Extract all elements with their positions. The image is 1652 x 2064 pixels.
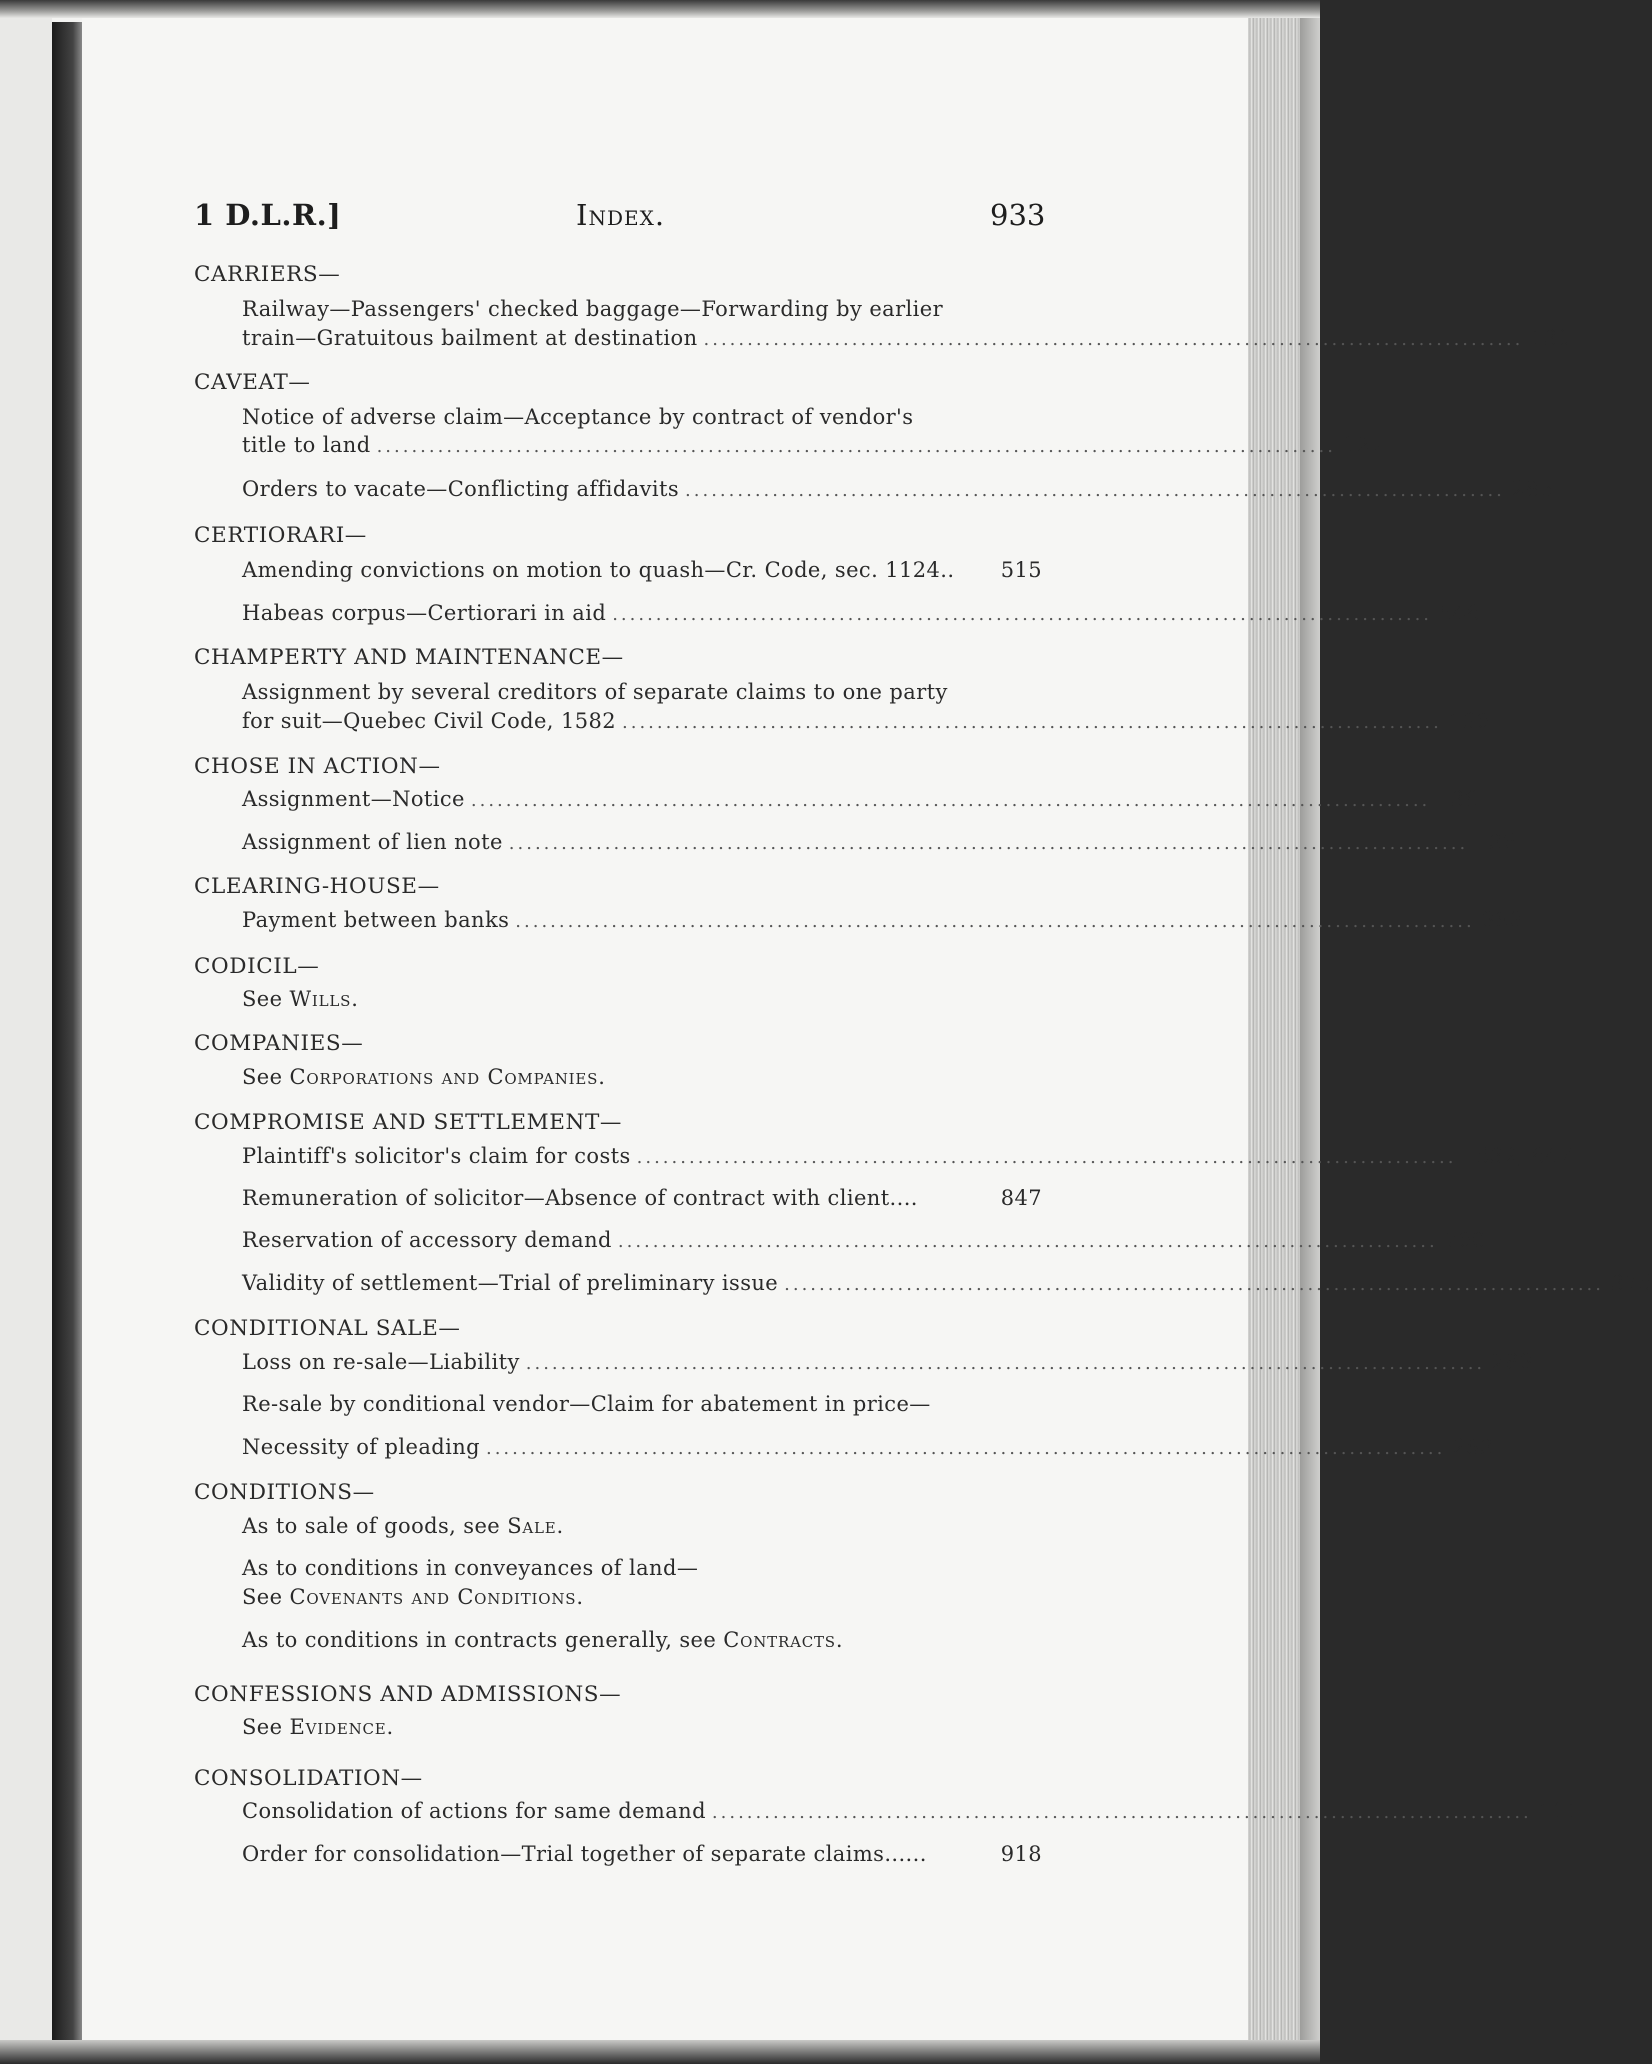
entry-line: Assignment by several creditors of separate claims to one party (242, 680, 948, 704)
leader-dots: .............................................................................................. (617, 1231, 1438, 1252)
index-entry (242, 1271, 1652, 1295)
entry-page: 632, 847 (1475, 1144, 1573, 1168)
see-reference (242, 1065, 606, 1089)
index-heading: CARRIERS— (194, 262, 341, 287)
index-heading: CODICIL— (194, 954, 320, 979)
leader-dots: .............................................................................................................. (515, 911, 1475, 932)
bottom-scan-edge (0, 2040, 1320, 2064)
entry-text: Consolidation of actions for same demand (242, 1799, 706, 1823)
index-heading: COMPROMISE AND SETTLEMENT— (194, 1110, 622, 1135)
see-target: Corporations and Companies. (289, 1065, 606, 1089)
index-heading: CONDITIONS— (194, 1480, 375, 1505)
entry-page: 36 (1488, 830, 1517, 854)
index-entry (242, 1144, 1573, 1168)
entry-text: train—Gratuitous bailment at destination (242, 326, 698, 350)
index-entry (242, 558, 1042, 582)
entry-text: Plaintiff's solicitor's claim for costs (242, 1144, 631, 1168)
see-target: Sale. (507, 1514, 565, 1538)
entry-text: Validity of settlement—Trial of preliminary issue (242, 1271, 779, 1295)
index-heading: CLEARING-HOUSE— (194, 874, 440, 899)
index-entry (242, 433, 1384, 457)
index-entry (242, 908, 1523, 932)
cross-reference (242, 1628, 843, 1652)
entry-text: for suit—Quebec Civil Code, 1582 (242, 709, 616, 733)
index-entry (242, 709, 1490, 733)
see-reference (242, 987, 359, 1011)
see-target: Evidence. (289, 1715, 395, 1739)
entry-line: Re-sale by conditional vendor—Claim for abatement in price— (242, 1392, 931, 1416)
see-target: Wills. (289, 987, 359, 1011)
entry-page: 847 (1000, 1186, 1042, 1210)
index-entry (242, 1186, 1042, 1210)
index-page (82, 18, 1652, 2040)
entry-page: 283 (1452, 1435, 1494, 1459)
see-prefix: See (242, 1065, 290, 1089)
entry-page: 760 (1444, 1228, 1486, 1252)
entry-page: 111 (1538, 1799, 1580, 1823)
entry-text: Habeas corpus—Certiorari in aid (242, 601, 607, 625)
entry-text: Assignment of lien note (242, 830, 503, 854)
leader-dots: .............................................................................................................. (470, 790, 1431, 811)
left-margin-strip (0, 18, 52, 2040)
entry-page: 130 (1530, 326, 1572, 350)
index-content (82, 18, 1652, 2040)
running-head-title: Index. (576, 198, 666, 232)
cross-reference (242, 1585, 584, 1609)
entry-page: 918 (1000, 1842, 1042, 1866)
index-heading: CONSOLIDATION— (194, 1766, 423, 1791)
book-spine-shadow (52, 22, 82, 2044)
leader-dots: .............................................................................................................. (485, 1438, 1446, 1459)
see-prefix: See (242, 987, 290, 1011)
entry-text: Necessity of pleading (242, 1435, 480, 1459)
see-prefix: See (242, 1585, 290, 1609)
see-target: Covenants and Conditions. (289, 1585, 584, 1609)
index-entry (242, 326, 1572, 350)
top-scan-edge (0, 0, 1320, 18)
entry-page: 127 (1342, 433, 1384, 457)
entry-text: title to land (242, 433, 371, 457)
page-number: 933 (990, 198, 1046, 232)
cross-reference (242, 1514, 564, 1538)
entry-text: Order for consolidation—Trial together of separate claims...... (242, 1842, 927, 1866)
entry-page: 376 (1610, 1271, 1652, 1295)
entry-line: Notice of adverse claim—Acceptance by contract of vendor's (242, 405, 914, 429)
index-heading: CAVEAT— (194, 370, 311, 395)
leader-dots: .............................................................................................. (711, 1802, 1532, 1823)
note-text: As to sale of goods, see (242, 1514, 508, 1538)
index-heading: CHAMPERTY AND MAINTENANCE— (194, 645, 624, 670)
entry-text: Amending convictions on motion to quash—Cr. Code, sec. 1124.. (242, 558, 955, 582)
leader-dots: .............................................................................................. (612, 604, 1433, 625)
leader-dots: .............................................................................................................. (508, 833, 1469, 854)
see-target: Contracts. (723, 1628, 844, 1652)
entry-page: 383 (1481, 908, 1523, 932)
see-reference (242, 1715, 394, 1739)
cross-reference (242, 1556, 698, 1580)
entry-text: Remuneration of solicitor—Absence of contract with client.... (242, 1186, 918, 1210)
index-heading: CONFESSIONS AND ADMISSIONS— (194, 1682, 622, 1707)
entry-page: 285 (1511, 477, 1553, 501)
note-text: As to conditions in contracts generally, see (242, 1628, 724, 1652)
leader-dots: .............................................................................................. (703, 329, 1524, 350)
note-text: As to conditions in conveyances of land— (242, 1556, 699, 1580)
entry-text: Orders to vacate—Conflicting affidavits (242, 477, 680, 501)
entry-text: Payment between banks (242, 908, 510, 932)
entry-text: Reservation of accessory demand (242, 1228, 612, 1252)
entry-text: Assignment—Notice (242, 787, 465, 811)
entry-page: 548 (1438, 601, 1481, 625)
leader-dots: .............................................................................................................. (376, 436, 1336, 457)
index-heading: COMPANIES— (194, 1031, 364, 1056)
leader-dots: .............................................................................................. (636, 1147, 1457, 1168)
index-entry (242, 1228, 1486, 1252)
entry-page: 515 (1000, 558, 1042, 582)
see-prefix: See (242, 1715, 290, 1739)
leader-dots: .............................................................................................................. (525, 1353, 1486, 1374)
index-entry (242, 830, 1517, 854)
leader-dots: .............................................................................................. (784, 1274, 1604, 1295)
index-entry (242, 1350, 1534, 1374)
entry-line: Railway—Passengers' checked baggage—Forwarding by earlier (242, 297, 944, 321)
index-entry (242, 1842, 1042, 1866)
index-heading: CERTIORARI— (194, 523, 367, 548)
index-entry (242, 787, 1479, 811)
leader-dots: .............................................................................................. (685, 480, 1505, 501)
entry-page: 283 (1491, 1350, 1534, 1374)
index-entry (242, 601, 1481, 625)
entry-page: 36 (1450, 787, 1479, 811)
entry-page: 136 (1448, 709, 1490, 733)
index-entry (242, 1799, 1580, 1823)
index-heading: CONDITIONAL SALE— (194, 1316, 461, 1341)
index-entry (242, 477, 1553, 501)
index-heading: CHOSE IN ACTION— (194, 754, 441, 779)
index-entry (242, 1435, 1494, 1459)
leader-dots: .............................................................................................. (622, 712, 1442, 733)
running-head-volume: 1 D.L.R.] (194, 198, 342, 232)
entry-text: Loss on re-sale—Liability (242, 1350, 520, 1374)
page-stack-edge-dark (1300, 16, 1320, 2046)
